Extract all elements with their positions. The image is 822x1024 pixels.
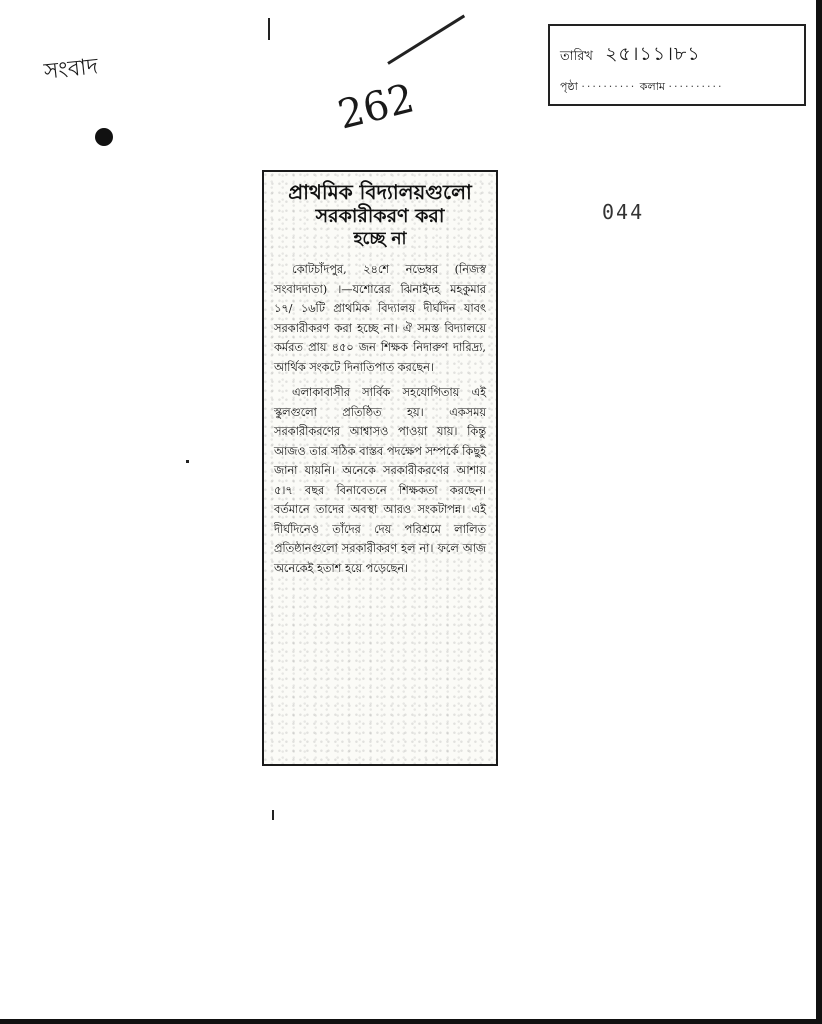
scan-border-bottom xyxy=(0,1019,822,1024)
punch-hole-mark xyxy=(95,128,113,146)
headline-line-1: প্রাথমিক বিদ্যালয়গুলো xyxy=(288,180,472,204)
pen-stroke xyxy=(387,15,465,65)
article-paragraph: কোটচাঁদপুর, ২৪শে নভেম্বর (নিজস্ব সংবাদদাতা) ।—যশোরের ঝিনাইদহ মহকুমার ১৭/ ১৬টি প্রাথমিক বিদ্যালয় দীর্ঘদিন যাবৎ সরকারীকরণ করা হচ্ছে না। ঐ সমস্ত বিদ্যালয়ে কর্মরত প্রায় ৪৫০ জন শিক্ষক নিদারুণ দারিদ্র্য, আর্থিক সংকটে দিনাতিপাত করছেন। xyxy=(274,263,486,374)
reference-number: 044 xyxy=(602,200,645,224)
handwritten-source-label: সংবাদ xyxy=(42,54,100,85)
stamp-column-label: কলাম xyxy=(639,80,665,93)
scan-speck xyxy=(272,810,274,820)
headline-line-3: হচ্ছে না xyxy=(353,228,407,249)
stamp-date-label: তারিখ xyxy=(560,49,593,64)
stamp-date-value: ২৫।১১।৮১ xyxy=(605,43,701,65)
newspaper-clipping xyxy=(262,170,498,766)
scan-speck xyxy=(268,18,270,40)
stamp-date-row xyxy=(560,40,701,72)
stamp-page-label: পৃষ্ঠা xyxy=(560,80,578,93)
stamp-column-dots: ·········· xyxy=(668,80,724,93)
handwritten-page-number: 262 xyxy=(333,75,419,139)
headline-line-2: সরকারীকরণ করা xyxy=(315,205,445,227)
article-paragraph: এলাকাবাসীর সার্বিক সহযোগিতায় এই স্কুলগুলো প্রতিষ্ঠিত হয়। একসময় সরকারীকরণের আশ্বাসও পাওয়া যায়। কিন্তু আজও তার সঠিক বাস্তব পদক্ষেপ সম্পর্কে কিছুই জানা যায়নি। অনেকে সরকারীকরণের আশায় ৫।৭ বছর বিনাবেতনে শিক্ষকতা করছেন। বর্তমানে তাদের অবস্থা আরও সংকটাপন্ন। এই দীর্ঘদিনেও তাঁদের দেয় পরিশ্রমে লালিত প্রতিষ্ঠানগুলো সরকারীকরণ হল না। ফলে আজ অনেকেই হতাশ হয়ে পড়েছেন। xyxy=(274,386,486,575)
scan-border-right xyxy=(816,0,822,1024)
scan-speck xyxy=(186,460,189,463)
stamp-page-row xyxy=(560,78,723,97)
archive-stamp-box xyxy=(548,24,806,106)
article-body xyxy=(274,260,486,578)
clipping-headline xyxy=(274,180,486,250)
stamp-page-dots: ·········· xyxy=(581,80,637,93)
